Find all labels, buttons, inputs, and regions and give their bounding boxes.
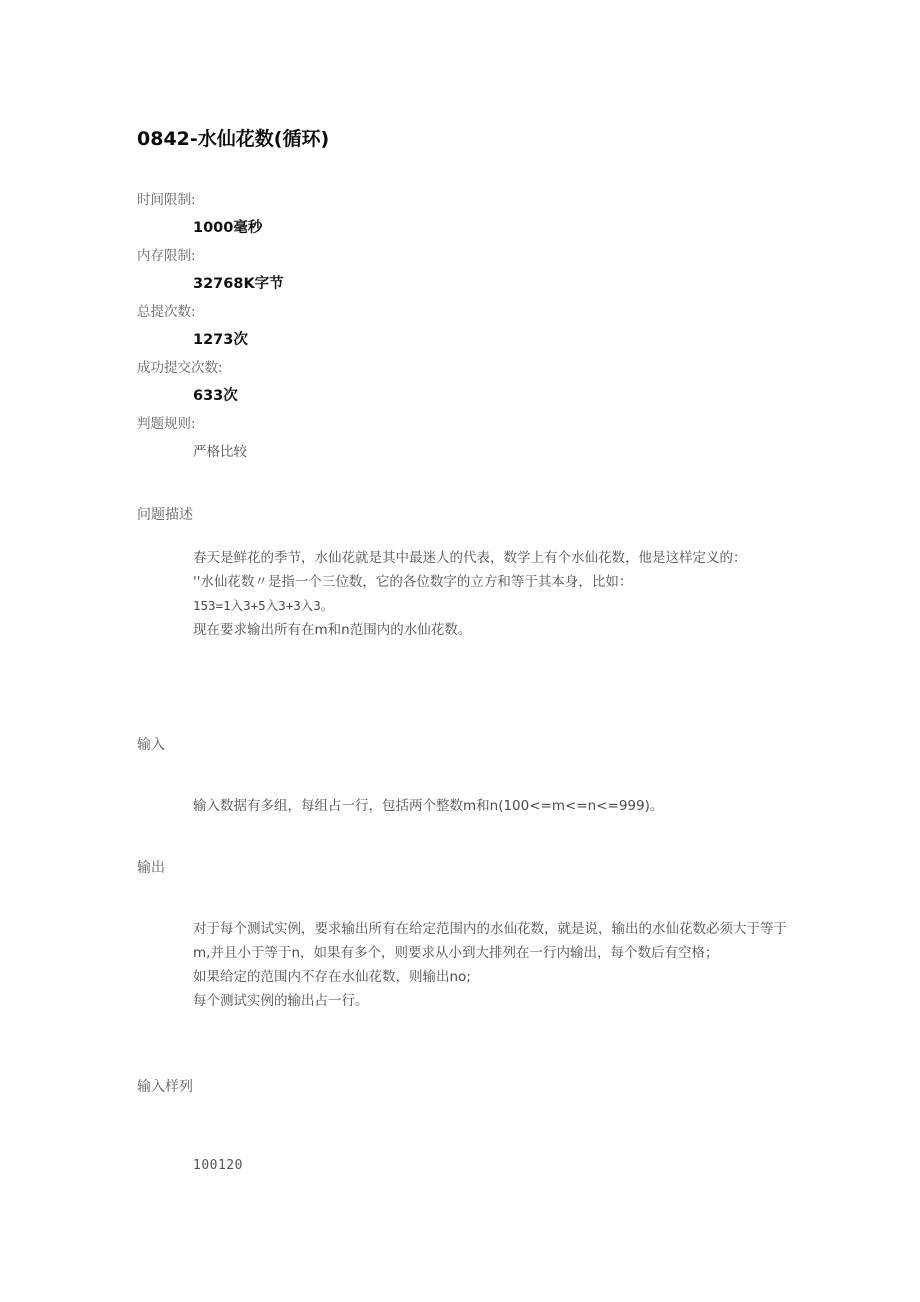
meta-row-judge-rule bbox=[137, 410, 777, 466]
total-submit-value: 1273次 bbox=[193, 332, 248, 348]
judge-rule-label: 判题规则: bbox=[137, 416, 196, 432]
page-title bbox=[137, 126, 329, 152]
memory-limit-label: 内存限制: bbox=[137, 248, 196, 264]
accepted-submit-value: 633次 bbox=[193, 388, 238, 404]
section-description-body bbox=[193, 546, 797, 642]
judge-rule-value: 严格比较 bbox=[193, 444, 247, 460]
section-description-heading: 问题描述 bbox=[137, 507, 193, 523]
memory-limit-value: 32768K字节 bbox=[193, 276, 284, 292]
input-paragraph: 输入数据有多组，每组占一行，包括两个整数m和n(100<=m<=n<=999)。 bbox=[193, 798, 664, 814]
section-output-heading: 输出 bbox=[137, 860, 165, 876]
section-output bbox=[137, 857, 797, 1013]
section-description bbox=[137, 504, 797, 642]
description-paragraph: 153=1入3+5入3+3入3。 bbox=[193, 598, 334, 613]
output-paragraph: 如果给定的范围内不存在水仙花数，则输出no; bbox=[193, 969, 471, 985]
section-input bbox=[137, 734, 797, 818]
page-title-id: 0842- bbox=[137, 127, 198, 150]
time-limit-value: 1000毫秒 bbox=[193, 220, 263, 236]
section-sample-input bbox=[137, 1076, 797, 1176]
total-submit-label: 总提次数: bbox=[137, 304, 196, 320]
description-paragraph: 现在要求输出所有在m和n范围内的水仙花数。 bbox=[193, 622, 472, 638]
section-input-heading: 输入 bbox=[137, 737, 165, 753]
sample-input-content: 100120 bbox=[193, 1158, 243, 1173]
page-title-name: 水仙花数(循环) bbox=[197, 127, 330, 150]
time-limit-label: 时间限制: bbox=[137, 192, 196, 208]
section-output-body bbox=[193, 917, 797, 1013]
meta-row-accepted-submit bbox=[137, 354, 777, 410]
output-paragraph: 每个测试实例的输出占一行。 bbox=[193, 993, 369, 1009]
section-sample-input-body bbox=[193, 1156, 797, 1176]
accepted-submit-label: 成功提交次数: bbox=[137, 360, 223, 376]
meta-row-time-limit bbox=[137, 186, 777, 242]
section-input-body bbox=[193, 794, 797, 818]
description-paragraph: 春天是鲜花的季节，水仙花就是其中最迷人的代表，数学上有个水仙花数，他是这样定义的： bbox=[193, 550, 747, 566]
description-paragraph: ''水仙花数〃是指一个三位数，它的各位数字的立方和等于其本身，比如： bbox=[193, 574, 633, 590]
meta-row-memory-limit bbox=[137, 242, 777, 298]
meta-row-total-submit bbox=[137, 298, 777, 354]
problem-meta-block bbox=[137, 186, 777, 466]
section-sample-input-heading: 输入样列 bbox=[137, 1079, 193, 1095]
output-paragraph: 对于每个测试实例，要求输出所有在给定范围内的水仙花数，就是说，输出的水仙花数必须大于等于m,并且小于等于n，如果有多个，则要求从小到大排列在一行内输出，每个数后有空格； bbox=[193, 921, 787, 961]
